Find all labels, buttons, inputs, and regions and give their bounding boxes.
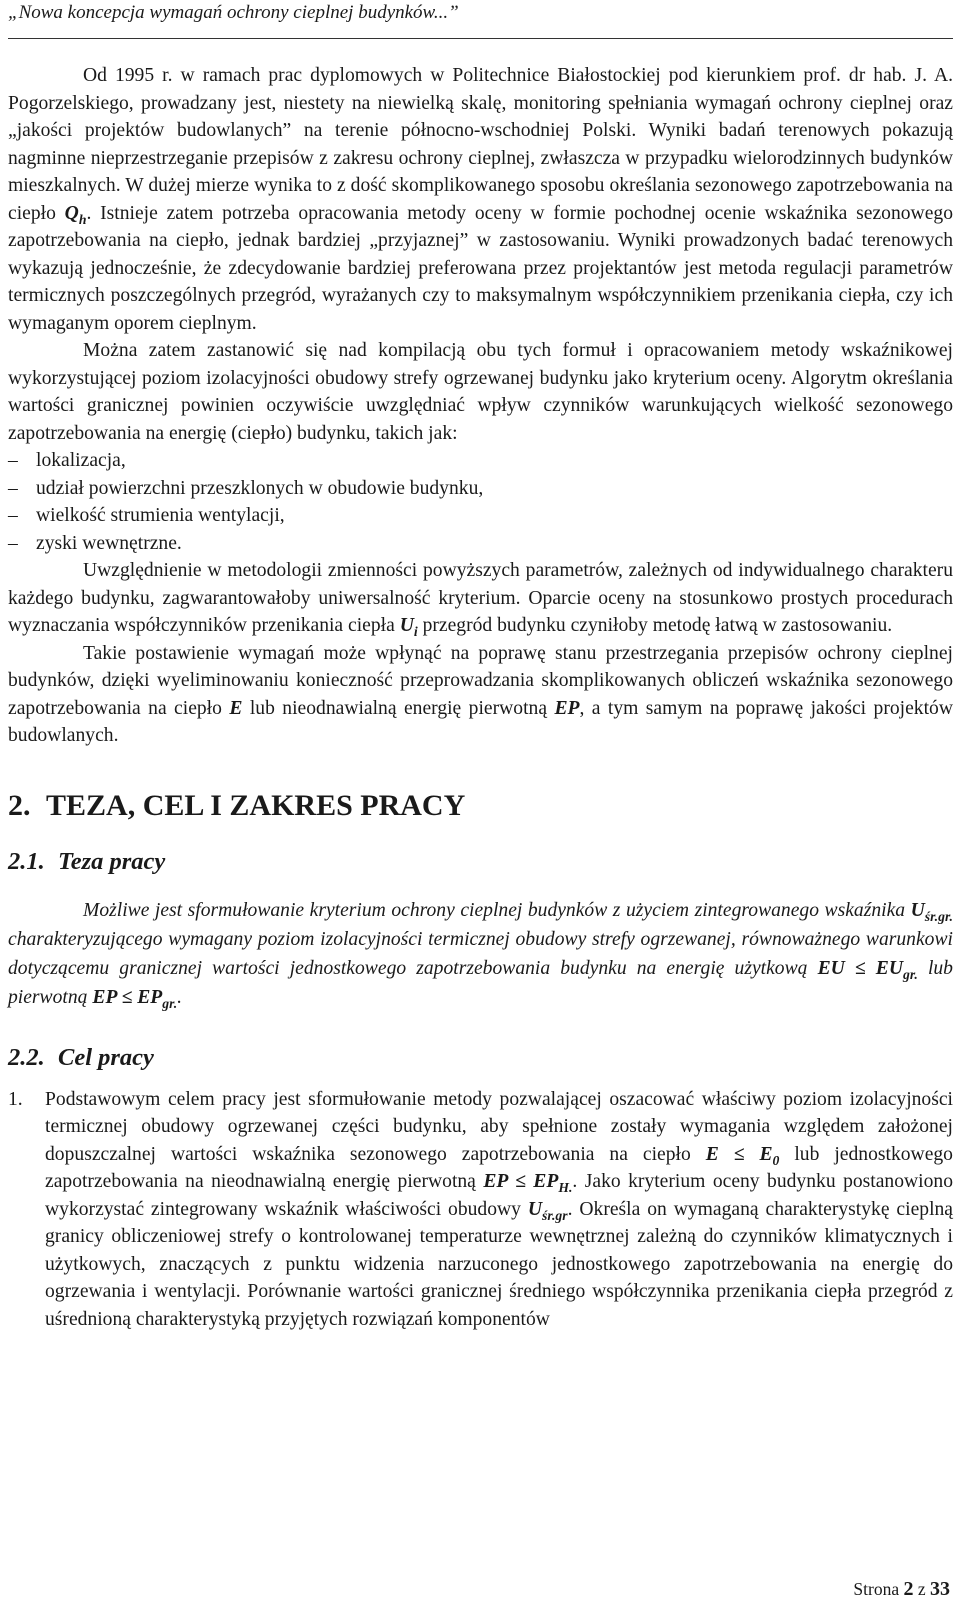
paragraph-1 — [8, 62, 953, 337]
page-total: 33 — [930, 1578, 950, 1600]
symbol-q: Q — [64, 202, 79, 224]
thesis-text-c: lub pierwotną — [8, 957, 953, 1008]
goal-symbol-u-sub: śr.gr — [542, 1207, 568, 1223]
paragraph-3-text-b: przegród budynku czyniłoby metodę łatwą w zastosowaniu. — [417, 615, 893, 636]
goal-text-d: . Określa on wymaganą charakterystykę cieplną granicy obliczeniowej strefy o kontrolowanej temperaturze wewnętrznej zależną do czynników klimatycznych i użytkowych, znaczących z punktu widzenia narzuconego jednostkowego zapotrzebowania na energię do ogrzewania i wentylacji. Porównanie wartości granicznej średniego współczynnika przenikania ciepła przegród z uśrednioną charakterystyką przyjętych rozwiązań komponentów — [45, 1198, 954, 1330]
running-header: „Nowa koncepcja wymagań ochrony cieplnej budynków...” — [8, 2, 459, 23]
list-item — [8, 1086, 953, 1334]
thesis-text-a: Możliwe jest sformułowanie kryterium ochrony cieplnej budynków z użyciem zintegrowanego wskaźnika — [83, 899, 911, 921]
paragraph-4-text-a: Takie postawienie wymagań może wpłynąć na poprawę stanu przestrzegania przepisów ochrony cieplnej budynków, dzięki wyeliminowaniu konieczność przeprowadzania skomplikowanych obliczeń wskaźnika sezonowego zapotrzebowania na ciepło — [8, 642, 953, 719]
list-item: – lokalizacja, — [8, 447, 953, 475]
subsection-number: 2.1. — [8, 847, 45, 875]
subsection-number: 2.2. — [8, 1043, 45, 1071]
thesis-symbol-ep: EP ≤ EP — [92, 986, 163, 1008]
thesis-symbol-u-sub: śr.gr. — [924, 908, 953, 924]
section-2-1-heading — [8, 846, 953, 878]
goal-symbol-e-sub: 0 — [772, 1152, 780, 1168]
symbol-q-sub: h — [78, 211, 87, 227]
section-number: 2. — [8, 788, 31, 822]
thesis-symbol-ep-sub: gr. — [162, 995, 178, 1011]
symbol-e: E — [229, 697, 243, 719]
thesis-text-d: . — [177, 986, 183, 1008]
section-2-2-heading — [8, 1042, 953, 1074]
thesis-symbol-eu-sub: gr. — [902, 966, 918, 982]
factor-list — [8, 447, 953, 557]
symbol-u: U — [399, 615, 414, 636]
paragraph-3-text-a: Uwzględnienie w metodologii zmienności powyższych parametrów, zależnych od indywidualnego charakteru każdego budynku, zagwarantowałoby uniwersalność kryterium. Oparcie oceny na stosunkowo prostych procedurach wyznaczania współczynników przenikania ciepła — [8, 560, 953, 636]
symbol-u-sub: i — [413, 623, 418, 639]
paragraph-4-text-b: lub nieodnawialną energię pierwotną — [242, 697, 555, 719]
goals-list — [8, 1086, 953, 1334]
goal-symbol-ep: EP ≤ EP — [483, 1171, 559, 1192]
subsection-title: Teza pracy — [58, 847, 166, 875]
goal-text-b: lub jednostkowego zapotrzebowania na nieodnawialną energię pierwotną — [45, 1143, 953, 1192]
subsection-title: Cel pracy — [58, 1043, 154, 1071]
thesis-text-b: charakteryzującego wymagany poziom izolacyjności termicznej obudowy strefy ogrzewanej, równoważnego warunkowi dotyczącemu granicznej wartości jednostkowego zapotrzebowania budynku na energię użytkową — [8, 928, 953, 979]
paragraph-1-text-a: Od 1995 r. w ramach prac dyplomowych w Politechnice Białostockiej pod kierunkiem prof. dr hab. J. A. Pogorzelskiego, prowadzany jest, niestety na niewielką skalę, monitoring spełniania wymagań ochrony cieplnej oraz „jakości projektów budowlanych” na terenie północno-wschodniej Polski. Wyniki badań terenowych pokazują nagminne nieprzestrzeganie przepisów z zakresu ochrony cieplnej, zwłaszcza w przypadku wielorodzinnych budynków mieszkalnych. W dużej mierze wynika to z dość skomplikowanego sposobu określania sezonowego zapotrzebowania na ciepło — [8, 65, 953, 224]
paragraph-4-text-c: , a tym samym na poprawę jakości projektów budowlanych. — [8, 697, 953, 746]
page-footer — [853, 1578, 950, 1601]
goal-symbol-e: E ≤ E — [705, 1143, 773, 1165]
thesis-paragraph — [8, 896, 953, 1012]
paragraph-3 — [8, 557, 953, 640]
header-rule — [8, 38, 953, 39]
goal-text-c: . Jako kryterium oceny budynku postanowiono wykorzystać zintegrowany wskaźnik właściwości obudowy — [45, 1171, 954, 1220]
list-item: – zyski wewnętrzne. — [8, 530, 953, 558]
list-item-marker: 1. — [8, 1088, 23, 1110]
footer-label: Strona — [853, 1579, 900, 1599]
paragraph-1-text-b: . Istnieje zatem potrzeba opracowania metody oceny w formie pochodnej ocenie wskaźnika sezonowego zapotrzebowania na ciepło, jednak bardziej „przyjaznej” w zastosowaniu. Wyniki prowadzonych badać terenowych wykazują jednocześnie, że zdecydowanie bardziej preferowana przez projektantów jest metoda regulacji parametrów termicznych poszczególnych przegród, wyrażanych czy to maksymalnym współczynnikiem przenikania ciepła, czy ich wymaganym oporem cieplnym. — [8, 202, 953, 334]
section-title: TEZA, CEL I ZAKRES PRACY — [46, 788, 466, 822]
goal-symbol-u: U — [527, 1198, 543, 1220]
page-number: 2 — [903, 1578, 914, 1600]
paragraph-4 — [8, 640, 953, 750]
section-2-heading — [8, 788, 953, 824]
goal-symbol-ep-sub: H. — [558, 1179, 573, 1195]
thesis-symbol-u: U — [910, 899, 925, 921]
goal-text-a: Podstawowym celem pracy jest sformułowanie metody pozwalającej oszacować właściwy poziom izolacyjności termicznej obudowy ogrzewanej części budynku, aby spełnione zostały wymagania względem założonej dopuszczalnej wartości wskaźnika sezonowego zapotrzebowania na ciepło — [45, 1088, 953, 1165]
list-item: – udział powierzchni przeszklonych w obudowie budynku, — [8, 475, 953, 503]
symbol-ep: EP — [554, 697, 580, 719]
thesis-symbol-eu: EU ≤ EU — [817, 957, 903, 979]
list-item: – wielkość strumienia wentylacji, — [8, 502, 953, 530]
paragraph-2: Można zatem zastanowić się nad kompilacją obu tych formuł i opracowaniem metody wskaźnikowej wykorzystującej poziom izolacyjności obudowy strefy ogrzewanej budynku jako kryterium oceny. Algorytm określania wartości granicznej powinien oczywiście uwzględniać wpływ czynników warunkujących wielkość sezonowego zapotrzebowania na energię (ciepło) budynku, takich jak: — [8, 340, 953, 444]
footer-separator: z — [917, 1579, 926, 1599]
document-body — [8, 62, 953, 1333]
